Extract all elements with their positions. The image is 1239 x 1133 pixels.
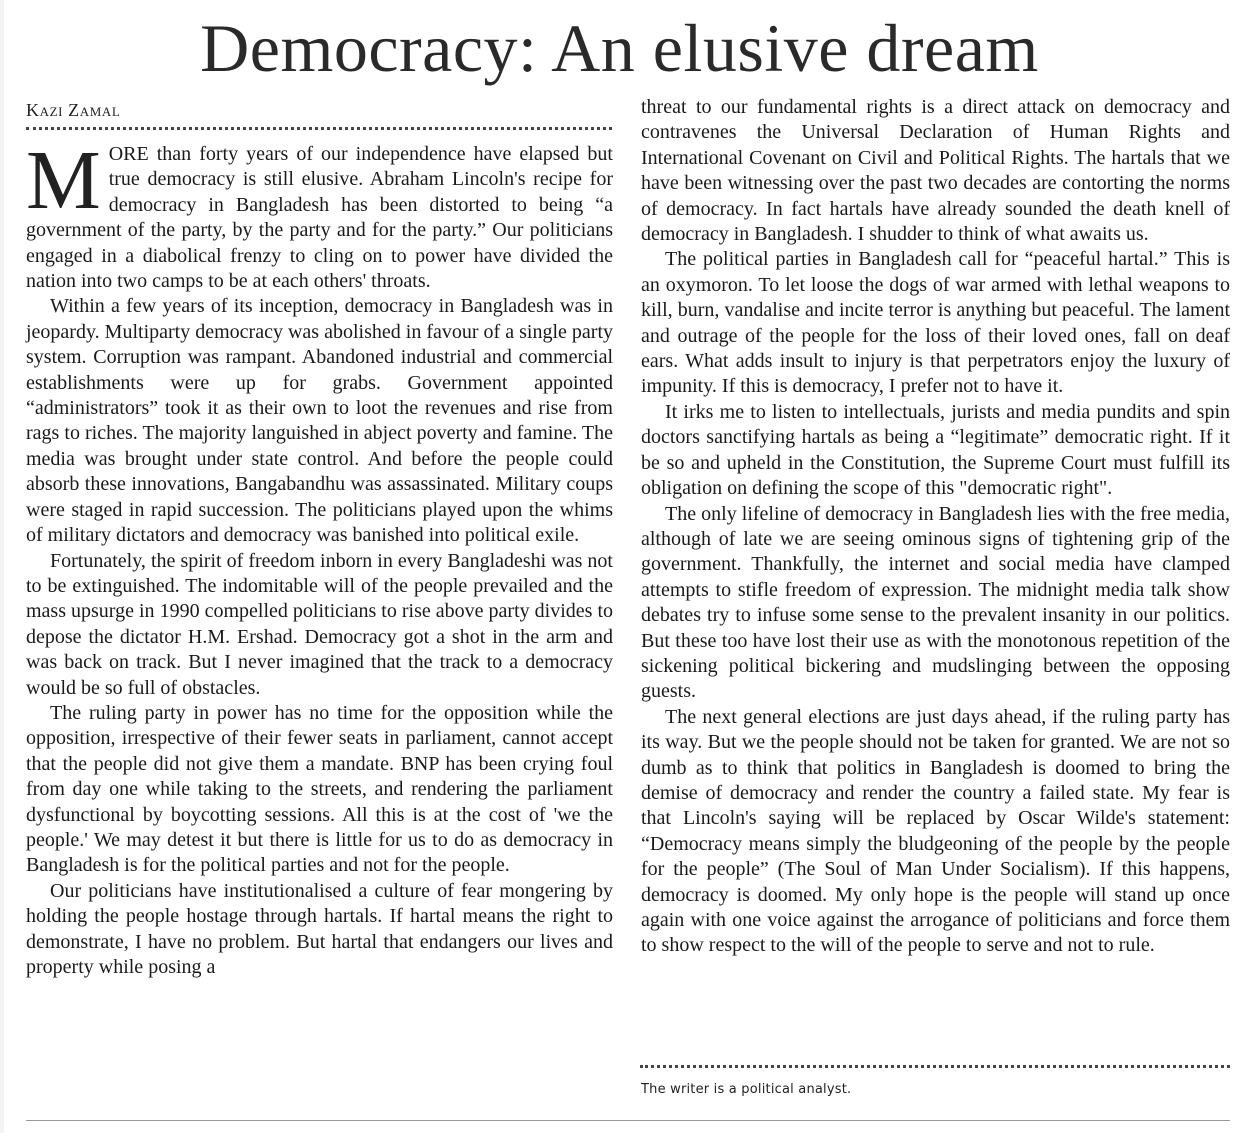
footnote-dotted-divider bbox=[640, 1065, 1230, 1068]
paragraph-8: The only lifeline of democracy in Bangladesh lies with the free media, although of late we are seeing ominous signs of tightening grip of the government. Thankfully, the internet and social media have clamped attempts to stifle freedom of expression. The midnight media talk show debates try to infuse some sense to the prevalent insanity in our politics. But these too have lost their use as with the monotonous repetition of the sickening political bickering and mudslinging between the opposing guests. bbox=[641, 502, 1230, 703]
article-column-1 bbox=[26, 134, 613, 980]
paragraph-2: Within a few years of its inception, democracy in Bangladesh was in jeopardy. Multiparty democracy was abolished in favour of a single party system. Corruption was rampant. Abandoned industrial and commercial establishments were up for grabs. Government appointed “administrators” took it as their own to loot the revenues and rise from rags to riches. The majority languished in abject poverty and famine. The media was brought under state control. And before the people could absorb these innovations, Bangabandhu was assassinated. Military coups were staged in rapid succession. The politicians played upon the whims of military dictators and democracy was banished into political exile. bbox=[26, 295, 613, 547]
paragraph-5: Our politicians have institutionalised a culture of fear mongering by holding the people hostage through hartals. If hartal means the right to demonstrate, I have no problem. But hartal that endangers our lives and property while posing a bbox=[26, 879, 613, 978]
page-edge bbox=[0, 0, 4, 1133]
article-column-2 bbox=[641, 95, 1230, 959]
paragraph-9: The next general elections are just days ahead, if the ruling party has its way. But we the people should not be taken for granted. We are not so dumb as to think that politics in Bangladesh is doomed to bring the demise of democracy and render the country a failed state. My fear is that Lincoln's saying will be replaced by Oscar Wilde's statement: “Democracy means simply the bludgeoning of the people by the people for the people” (The Soul of Man Under Socialism). If this happens, democracy is doomed. My only hope is the people will stand up once again with one voice against the arrogance of politicians and force them to show respect to the will of the people to serve and not to rule. bbox=[641, 705, 1230, 957]
byline: Kazi Zamal bbox=[26, 100, 121, 120]
author-footnote: The writer is a political analyst. bbox=[641, 1082, 852, 1097]
paragraph-7: It irks me to listen to intellectuals, jurists and media pundits and spin doctors sanctifying hartals as being a “legitimate” democratic right. If it be so and upheld in the Constitution, the Supreme Court must fulfill its obligation on defining the scope of this "democratic right". bbox=[641, 400, 1230, 500]
paragraph-1 bbox=[26, 134, 613, 294]
paragraph-4: The ruling party in power has no time for the opposition while the opposition, irrespective of their fewer seats in parliament, cannot accept that the people did not give them a mandate. BNP has been crying foul from day one while taking to the streets, and rendering the parliament dysfunctional by boycotting sessions. All this is at the cost of 'we the people.' We may detest it but there is little for us to do as democracy in Bangladesh is for the political parties and not for the people. bbox=[26, 701, 613, 877]
headline: Democracy: An elusive dream bbox=[200, 10, 1039, 86]
byline-dotted-divider bbox=[26, 127, 612, 130]
paragraph-3: Fortunately, the spirit of freedom inborn in every Bangladeshi was not to be extinguished. The indomitable will of the people prevailed and the mass upsurge in 1990 compelled politicians to rise above party divides to depose the dictator H.M. Ershad. Democracy got a shot in the arm and was back on track. But I never imagined that the track to a democracy would be so full of obstacles. bbox=[26, 549, 613, 699]
bottom-rule bbox=[26, 1120, 1230, 1121]
paragraph-5-continued: threat to our fundamental rights is a direct attack on democracy and contravenes the Universal Declaration of Human Rights and International Covenant on Civil and Political Rights. The hartals that we have been witnessing over the past two decades are contorting the norms of democracy. In fact hartals have already sounded the death knell of democracy in Bangladesh. I shudder to think of what awaits us. bbox=[641, 96, 1230, 246]
drop-cap: M bbox=[26, 134, 101, 227]
paragraph-1-text: ORE than forty years of our independence have elapsed but true democracy is still elusive. Abraham Lincoln's recipe for democracy in Bangladesh has been distorted to being “a government of the party, by the party and for the party.” Our politicians engaged in a diabolical frenzy to cling on to power have divided the nation into two camps to be at each others' throats. bbox=[26, 143, 613, 293]
paragraph-6: The political parties in Bangladesh call for “peaceful hartal.” This is an oxymoron. To let loose the dogs of war armed with lethal weapons to kill, burn, vandalise and incite terror is anything but peaceful. The lament and outrage of the people for the loss of their loved ones, fall on deaf ears. What adds insult to injury is that perpetrators enjoy the luxury of impunity. If this is democracy, I prefer not to have it. bbox=[641, 248, 1230, 398]
